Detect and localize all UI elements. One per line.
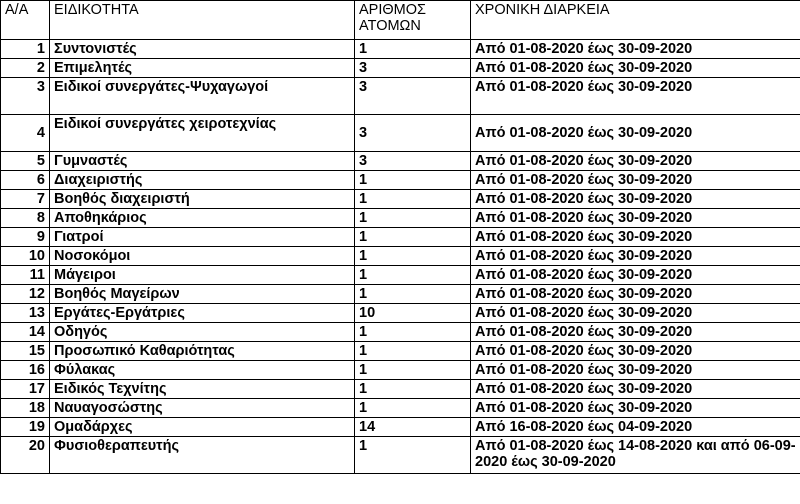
header-period: ΧΡΟΝΙΚΗ ΔΙΑΡΚΕΙΑ: [471, 1, 800, 40]
table-row: [1, 342, 800, 361]
row-index: 4: [1, 115, 50, 152]
table-row: [1, 59, 800, 78]
row-period: Από 01-08-2020 έως 30-09-2020: [471, 399, 800, 418]
row-period: Από 16-08-2020 έως 04-09-2020: [471, 418, 800, 437]
row-index: 14: [1, 323, 50, 342]
row-specialty: Ειδικοί συνεργάτες χειροτεχνίας: [50, 115, 355, 152]
row-index: 5: [1, 152, 50, 171]
row-index: 3: [1, 78, 50, 115]
table-row: [1, 361, 800, 380]
table-row: [1, 380, 800, 399]
table-row: [1, 418, 800, 437]
row-specialty: Προσωπικό Καθαριότητας: [50, 342, 355, 361]
row-index: 7: [1, 190, 50, 209]
table-row: [1, 437, 800, 474]
table-row: [1, 115, 800, 152]
row-count: 3: [355, 59, 471, 78]
row-specialty: Νοσοκόμοι: [50, 247, 355, 266]
row-period: Από 01-08-2020 έως 30-09-2020: [471, 171, 800, 190]
row-count: 3: [355, 115, 471, 152]
row-period: Από 01-08-2020 έως 30-09-2020: [471, 40, 800, 59]
row-specialty: Συντονιστές: [50, 40, 355, 59]
row-count: 1: [355, 437, 471, 474]
row-period: Από 01-08-2020 έως 30-09-2020: [471, 78, 800, 115]
row-period: Από 01-08-2020 έως 30-09-2020: [471, 266, 800, 285]
table-row: [1, 78, 800, 115]
row-specialty: Οδηγός: [50, 323, 355, 342]
row-period: Από 01-08-2020 έως 30-09-2020: [471, 247, 800, 266]
row-period: Από 01-08-2020 έως 30-09-2020: [471, 59, 800, 78]
header-specialty: ΕΙΔΙΚΟΤΗΤΑ: [50, 1, 355, 40]
row-count: 1: [355, 323, 471, 342]
row-period: Από 01-08-2020 έως 30-09-2020: [471, 304, 800, 323]
row-count: 1: [355, 40, 471, 59]
row-index: 10: [1, 247, 50, 266]
row-period: Από 01-08-2020 έως 30-09-2020: [471, 190, 800, 209]
row-period: Από 01-08-2020 έως 30-09-2020: [471, 285, 800, 304]
row-count: 14: [355, 418, 471, 437]
row-period: Από 01-08-2020 έως 30-09-2020: [471, 152, 800, 171]
row-count: 1: [355, 171, 471, 190]
row-specialty: Γιατροί: [50, 228, 355, 247]
row-specialty: Εργάτες-Εργάτριες: [50, 304, 355, 323]
row-count: 1: [355, 342, 471, 361]
row-period: Από 01-08-2020 έως 30-09-2020: [471, 361, 800, 380]
row-period: Από 01-08-2020 έως 14-08-2020 και από 06-09-2020 έως 30-09-2020: [471, 437, 800, 474]
table-row: [1, 209, 800, 228]
row-specialty: Μάγειροι: [50, 266, 355, 285]
header-index: Α/Α: [1, 1, 50, 40]
row-index: 16: [1, 361, 50, 380]
row-count: 1: [355, 380, 471, 399]
row-specialty: Ειδικοί συνεργάτες-Ψυχαγωγοί: [50, 78, 355, 115]
row-index: 1: [1, 40, 50, 59]
row-index: 6: [1, 171, 50, 190]
table-row: [1, 323, 800, 342]
header-count: ΑΡΙΘΜΟΣ ΑΤΟΜΩΝ: [355, 1, 471, 40]
row-specialty: Επιμελητές: [50, 59, 355, 78]
row-period: Από 01-08-2020 έως 30-09-2020: [471, 380, 800, 399]
row-specialty: Φυσιοθεραπευτής: [50, 437, 355, 474]
row-specialty: Ναυαγοσώστης: [50, 399, 355, 418]
row-count: 1: [355, 190, 471, 209]
row-specialty: Βοηθός διαχειριστή: [50, 190, 355, 209]
row-index: 13: [1, 304, 50, 323]
table-row: [1, 399, 800, 418]
row-count: 10: [355, 304, 471, 323]
row-count: 3: [355, 78, 471, 115]
row-period: Από 01-08-2020 έως 30-09-2020: [471, 228, 800, 247]
row-index: 20: [1, 437, 50, 474]
row-specialty: Ειδικός Τεχνίτης: [50, 380, 355, 399]
row-count: 1: [355, 399, 471, 418]
row-specialty: Γυμναστές: [50, 152, 355, 171]
row-specialty: Φύλακας: [50, 361, 355, 380]
table-row: [1, 171, 800, 190]
row-specialty: Αποθηκάριος: [50, 209, 355, 228]
row-specialty: Διαχειριστής: [50, 171, 355, 190]
table-row: [1, 266, 800, 285]
row-count: 1: [355, 228, 471, 247]
row-index: 19: [1, 418, 50, 437]
row-period: Από 01-08-2020 έως 30-09-2020: [471, 323, 800, 342]
table-row: [1, 247, 800, 266]
row-specialty: Ομαδάρχες: [50, 418, 355, 437]
table-row: [1, 228, 800, 247]
row-count: 1: [355, 361, 471, 380]
row-index: 18: [1, 399, 50, 418]
table-row: [1, 40, 800, 59]
table-body: [1, 40, 800, 474]
row-index: 17: [1, 380, 50, 399]
row-index: 11: [1, 266, 50, 285]
table-row: [1, 285, 800, 304]
row-period: Από 01-08-2020 έως 30-09-2020: [471, 209, 800, 228]
row-period: Από 01-08-2020 έως 30-09-2020: [471, 115, 800, 152]
row-count: 1: [355, 266, 471, 285]
row-count: 1: [355, 209, 471, 228]
row-count: 1: [355, 247, 471, 266]
row-index: 9: [1, 228, 50, 247]
row-index: 8: [1, 209, 50, 228]
table-header-row: [1, 1, 800, 40]
row-period: Από 01-08-2020 έως 30-09-2020: [471, 342, 800, 361]
row-index: 12: [1, 285, 50, 304]
row-index: 2: [1, 59, 50, 78]
table-row: [1, 304, 800, 323]
table-row: [1, 190, 800, 209]
row-index: 15: [1, 342, 50, 361]
row-count: 1: [355, 285, 471, 304]
table-row: [1, 152, 800, 171]
row-count: 3: [355, 152, 471, 171]
row-specialty: Βοηθός Μαγείρων: [50, 285, 355, 304]
